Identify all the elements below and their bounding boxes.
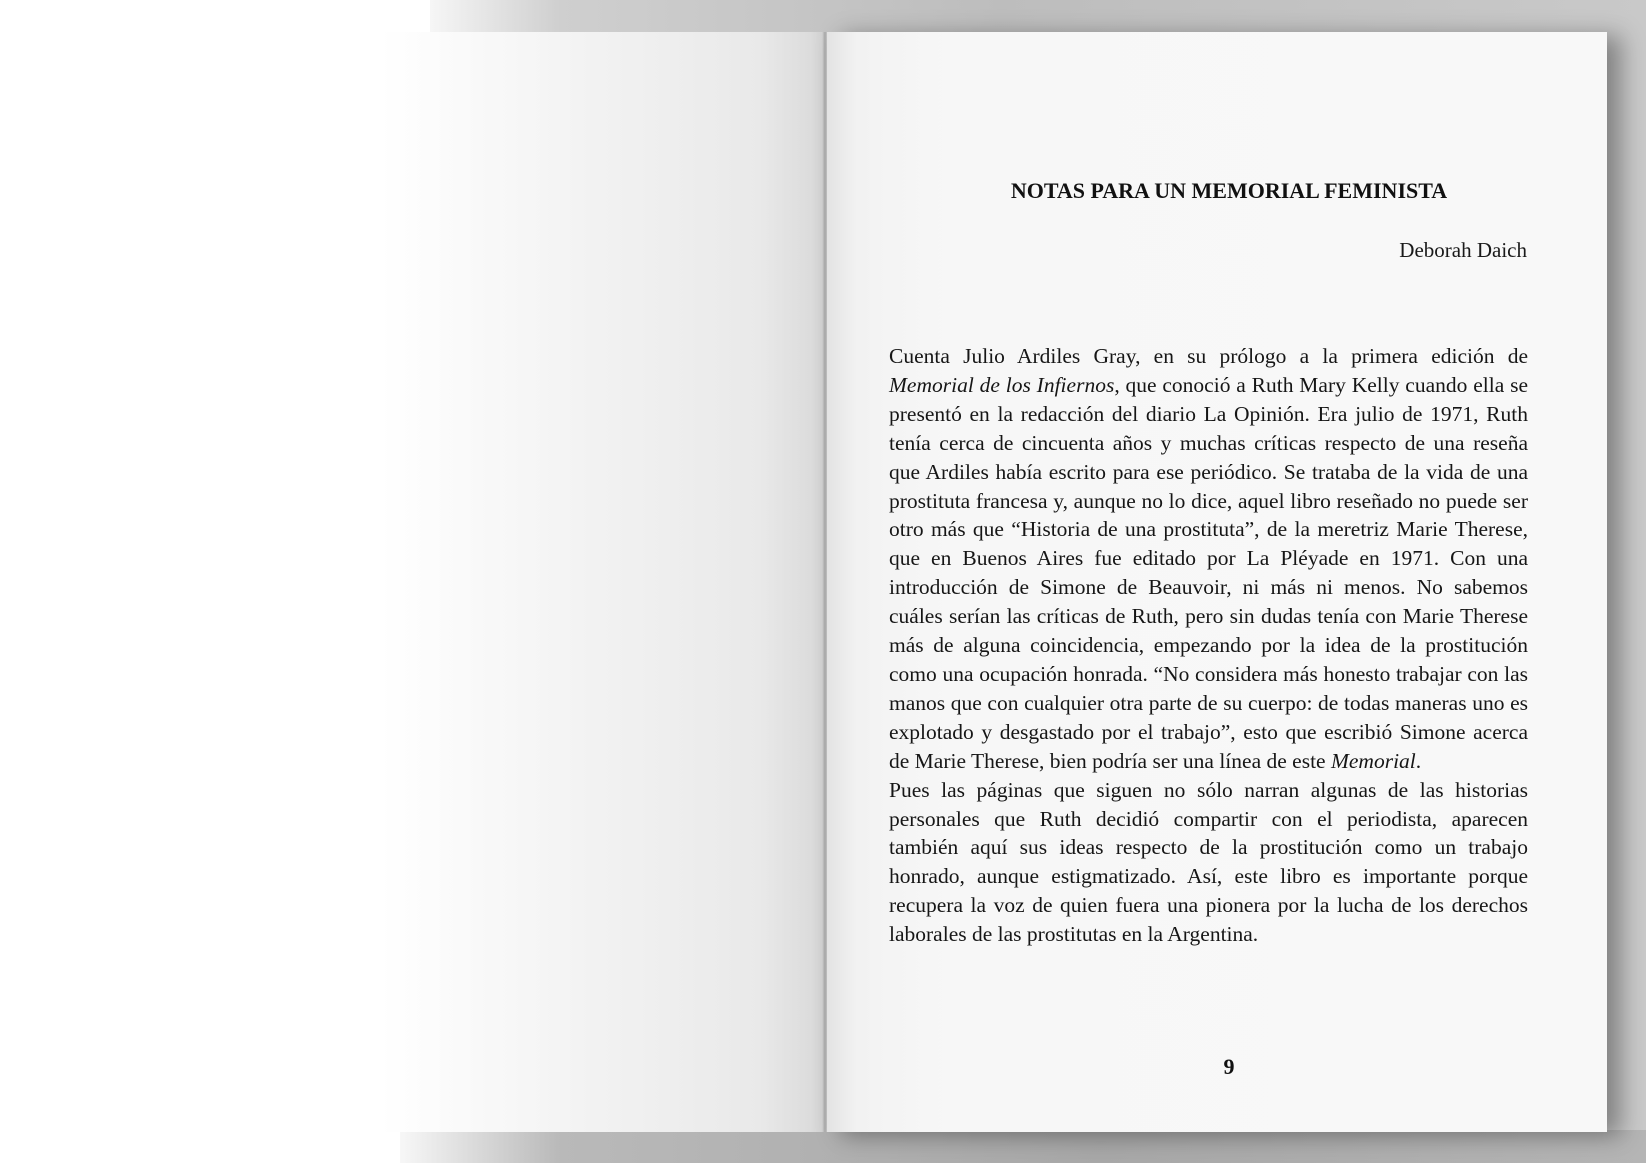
left-page-blank: [0, 32, 826, 1132]
paragraph-2: Pues las páginas que siguen no sólo narran algunas de las historias personales que Ruth decidió compartir con el periodista, aparecen también aquí sus ideas respecto de la prostitución como un trabajo honrado, aunque estigmatizado. Así, este libro es importante porque recupera la voz de quien fuera una pionera por la lucha de los derechos laborales de las prostitutas en la Argentina.: [889, 777, 1528, 947]
body-text: [889, 342, 1528, 949]
right-page: [827, 32, 1607, 1132]
left-bottom-fade: [0, 1130, 400, 1168]
author-name: Deborah Daich: [1399, 238, 1527, 262]
paragraph-1: [889, 342, 1528, 776]
italic-title-run: Memorial: [1330, 748, 1416, 773]
text-run: , que conoció a Ruth Mary Kelly cuando ella se presentó en la redacción del diario La Opinión. Era julio de 1971, Ruth tenía cerca de cincuenta años y muchas críticas respecto de una reseña que Ardiles había escrito para ese periódico. Se trataba de la vida de una prostituta francesa y, aunque no lo dice, aquel libro reseñado no puede ser otro más que “Historia de una prostituta”, de la meretriz Marie Therese, que en Buenos Aires fue editado por La Pléyade en 1971. Con una introducción de Simone de Beauvoir, ni más ni menos. No sabemos cuáles serían las críticas de Ruth, pero sin dudas tenía con Marie Therese más de alguna coincidencia, empezando por la idea de la prostitución como una ocupación honrada. “No considera más honesto trabajar con las manos que con cualquier otra parte de su cuerpo: de todas maneras uno es explotado y desgastado por el trabajo”, esto que escribió Simone acerca de Marie Therese, bien podría ser una línea de este: [889, 372, 1528, 773]
chapter-title: NOTAS PARA UN MEMORIAL FEMINISTA: [1010, 178, 1448, 203]
page-number: 9: [1223, 1054, 1235, 1079]
text-run: .: [1415, 748, 1422, 773]
text-run: Cuenta Julio Ardiles Gray, en su prólogo a la primera edición de: [889, 344, 1528, 368]
left-top-fade: [0, 0, 430, 32]
italic-title-run: Memorial de los Infiernos: [889, 372, 1115, 397]
